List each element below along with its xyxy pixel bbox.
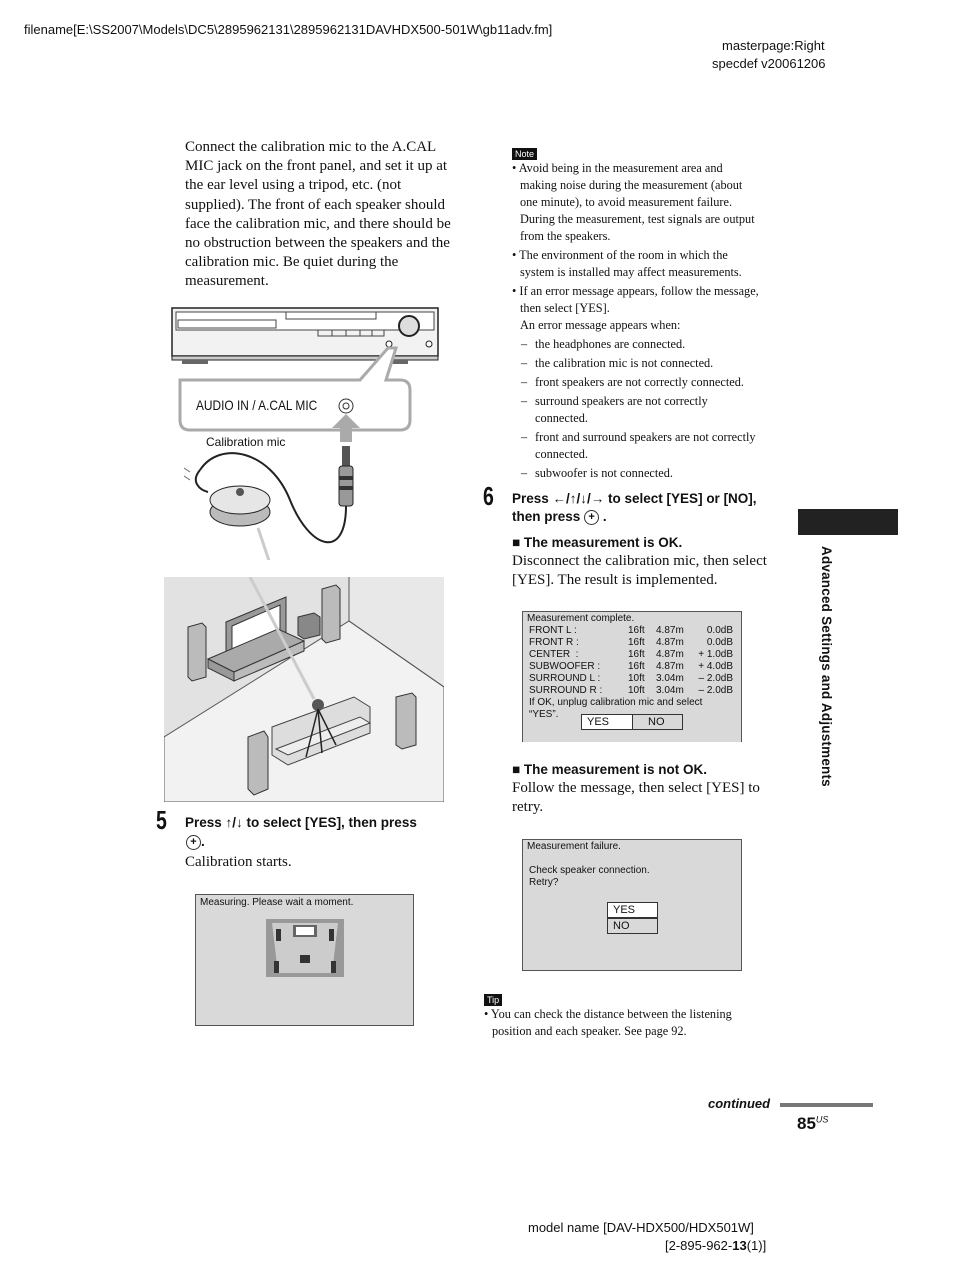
condition-item: – front speakers are not correctly connected.	[521, 375, 744, 389]
complete-screen-title: Measurement complete.	[527, 613, 635, 624]
failure-screen-line-1: Check speaker connection.	[529, 865, 650, 876]
result-row: FRONT R :	[529, 637, 579, 648]
no-button[interactable]: NO	[632, 714, 683, 730]
model-name: model name [DAV-HDX500/HDX501W]	[528, 1220, 754, 1235]
intro-paragraph: Connect the calibration mic to the A.CAL MIC jack on the front panel, and set it up at the ear level using a tripod, etc. (not supplied). The front of each speaker should face the calibration mic, and there should be no obstruction between the speakers and the calibration mic. Be quiet during the measurement.	[185, 139, 451, 290]
condition-item: – the headphones are connected.	[521, 337, 686, 351]
side-tab-title-wrap	[818, 546, 838, 836]
not-ok-paragraph: Follow the message, then select [YES] to retry.	[512, 780, 760, 816]
measurement-failure-screen	[522, 839, 742, 971]
result-db: – 2.0dB	[698, 685, 733, 696]
result-db: 0.0dB	[706, 625, 733, 636]
result-row: SUBWOOFER :	[529, 661, 601, 672]
result-m: 4.87m	[656, 637, 684, 648]
specdef-header: specdef v20061206	[712, 56, 826, 71]
side-tab-title: Advanced Settings and Adjustments	[819, 546, 834, 787]
masterpage-header: masterpage:Right	[722, 38, 825, 53]
ok-paragraph: Disconnect the calibration mic, then select [YES]. The result is implemented.	[512, 553, 767, 589]
document-code: [2-895-962-13(1)]	[665, 1238, 767, 1253]
failure-screen-title: Measurement failure.	[527, 841, 621, 852]
result-m: 4.87m	[656, 661, 684, 672]
result-row: SURROUND L :	[529, 673, 601, 684]
retry-no-button[interactable]: NO	[607, 918, 658, 934]
result-ft: 16ft	[628, 625, 645, 636]
section-tab-marker	[798, 509, 898, 535]
note-bullet-1: • Avoid being in the measurement area and making noise during the measurement (about one minute), to avoid measurement failure. During the measurement, test signals are output from the speakers.	[512, 161, 755, 243]
condition-item: – subwoofer is not connected.	[521, 466, 673, 480]
continued-rule	[780, 1103, 873, 1107]
ok-heading: ■ The measurement is OK.	[512, 535, 683, 550]
room-illustration	[164, 577, 444, 802]
step-5-enter-line	[186, 832, 205, 851]
result-ft: 10ft	[628, 685, 645, 696]
tip-label: Tip	[484, 994, 502, 1006]
continued-label: continued	[708, 1096, 771, 1111]
result-db: – 2.0dB	[698, 673, 733, 684]
complete-screen-footer-1: If OK, unplug calibration mic and select	[529, 697, 703, 708]
result-db: 0.0dB	[706, 637, 733, 648]
result-m: 3.04m	[656, 685, 684, 696]
tip-text: • You can check the distance between the listening position and each speaker. See page 92.	[484, 1007, 732, 1038]
not-ok-heading: ■ The measurement is not OK.	[512, 762, 707, 777]
error-conditions-list	[512, 336, 782, 482]
result-row: SURROUND R :	[529, 685, 603, 696]
measuring-screen	[195, 894, 414, 1026]
note-bullets	[512, 160, 782, 482]
step-6-number: 6	[483, 481, 494, 511]
step-5-number: 5	[156, 805, 167, 835]
result-m: 3.04m	[656, 673, 684, 684]
complete-screen-footer-2: “YES”.	[529, 709, 559, 720]
retry-yes-button[interactable]: YES	[607, 902, 658, 918]
step-5-result: Calibration starts.	[185, 854, 292, 870]
note-label: Note	[512, 148, 537, 160]
measuring-screen-text: Measuring. Please wait a moment.	[200, 897, 354, 908]
enter-button-icon: +	[186, 835, 201, 850]
result-ft: 16ft	[628, 661, 645, 672]
result-m: 4.87m	[656, 649, 684, 660]
page-number: $85^{US}$	[797, 1114, 829, 1133]
room-thumbnail-icon	[266, 919, 344, 977]
step-5-instruction: Press ↑/↓ to select [YES], then press	[185, 815, 417, 830]
yes-button[interactable]: YES	[581, 714, 633, 730]
result-db: + 4.0dB	[698, 661, 733, 672]
condition-item: – the calibration mic is not connected.	[521, 356, 714, 370]
result-m: 4.87m	[656, 625, 684, 636]
result-row: CENTER :	[529, 649, 579, 660]
result-ft: 16ft	[628, 637, 645, 648]
note-bullet-3: • If an error message appears, follow the message, then select [YES]. An error message appears when:	[512, 284, 759, 332]
result-row: FRONT L :	[529, 625, 577, 636]
result-ft: 10ft	[628, 673, 645, 684]
failure-screen-line-2: Retry?	[529, 877, 559, 888]
measurement-complete-screen	[522, 611, 742, 742]
condition-item: – front and surround speakers are not correctly connected.	[521, 430, 756, 461]
enter-button-icon: +	[584, 510, 599, 525]
result-db: + 1.0dB	[698, 649, 733, 660]
filename-header: filename[E:\SS2007\Models\DC5\2895962131\2895962131DAVHDX500-501W\gb11adv.fm]	[24, 22, 553, 37]
step-5-period: .	[201, 834, 205, 849]
step-6-line-1: Press ←/↑/↓/→ to select [YES] or [NO],	[512, 491, 757, 506]
receiver-illustration	[160, 300, 450, 560]
note-bullet-2: • The environment of the room in which the system is installed may affect measurements.	[512, 248, 742, 279]
calibration-mic-label: Calibration mic	[206, 435, 286, 449]
step-6-line-2: then press + .	[512, 509, 607, 524]
condition-item: – surround speakers are not correctly connected.	[521, 394, 708, 425]
result-ft: 16ft	[628, 649, 645, 660]
audio-in-label: AUDIO IN / A.CAL MIC	[196, 397, 318, 413]
